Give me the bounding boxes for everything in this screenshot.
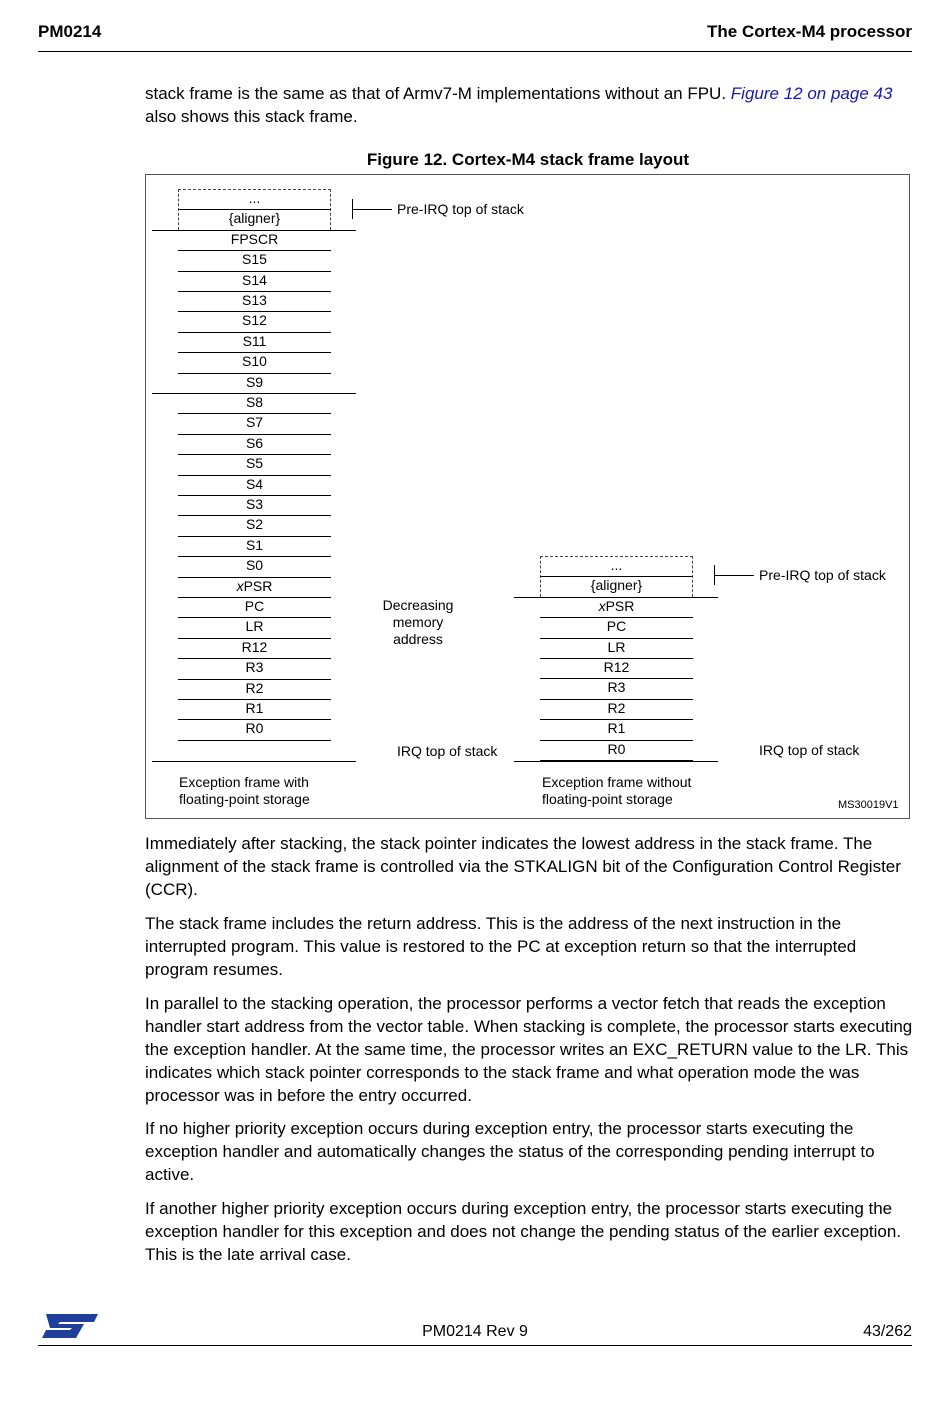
pre-irq-pointer-right (714, 575, 754, 576)
decreasing-line-2: memory (392, 614, 444, 630)
intro-text-after: also shows this stack frame. (145, 107, 358, 126)
right-cell-divider (540, 719, 693, 720)
left-cell (178, 271, 331, 291)
left-cell-label: S13 (242, 292, 267, 308)
left-cell-label: S2 (245, 516, 264, 533)
left-irq-boundary (152, 761, 356, 762)
left-cell-label: S9 (245, 373, 264, 390)
body-paragraph-4: If no higher priority exception occurs during exception entry, the processor starts executing the exception handler and automatically changes the status of the corresponding pending interrupt to active. (145, 1119, 875, 1184)
left-cell-divider (178, 740, 331, 741)
body-paragraph-3: In parallel to the stacking operation, the processor performs a vector fetch that reads the exception handler start address from the vector table. When stacking is complete, the processor starts executing the exception handler. At the same time, the processor writes an EXC_RETURN value to the LR. This indicates which stack pointer corresponds to the stack frame and what operation mode the was processor was in before the entry occurred. (145, 994, 913, 1105)
right-frame-caption (542, 774, 691, 808)
right-cell-label: R3 (607, 679, 626, 696)
intro-text: stack frame is the same as that of Armv7-M implementations without an FPU. (145, 84, 731, 103)
left-cell (178, 352, 331, 372)
right-cell-divider (540, 638, 693, 639)
left-cell-label: R12 (241, 638, 268, 655)
left-cell-divider (178, 271, 331, 272)
pre-irq-label-left: Pre-IRQ top of stack (397, 201, 524, 217)
header-doc-id: PM0214 (38, 22, 102, 41)
left-cell-label: R2 (245, 679, 264, 696)
left-cell (178, 699, 331, 719)
left-cell-label: S7 (245, 414, 264, 431)
left-cell-divider (178, 719, 331, 720)
left-cell-divider (178, 434, 331, 435)
left-cell-divider (178, 475, 331, 476)
right-cell (540, 719, 693, 739)
stack-frame-figure (145, 174, 910, 819)
xpsr-suffix: PSR (243, 577, 273, 594)
left-cell-divider (178, 209, 331, 210)
right-cell (540, 740, 693, 760)
left-cell-divider (178, 658, 331, 659)
header-rule (38, 51, 912, 52)
figure-code: MS30019V1 (838, 799, 899, 811)
right-cell-label: R0 (607, 740, 626, 757)
left-cell (178, 536, 331, 556)
left-cell-label: S15 (242, 251, 267, 268)
right-cell-divider (540, 617, 693, 618)
left-cell-divider (178, 352, 331, 353)
body-paragraph-5: If another higher priority exception occurs during exception entry, the processor starts executing the exception handler for this exception and does not change the pending status of the earlier exception. This is the late arrival case. (145, 1199, 902, 1264)
left-cell-label: FPSCR (230, 230, 279, 247)
left-cell-label: PC (244, 598, 265, 614)
left-cell (178, 495, 331, 515)
left-cell (178, 250, 331, 270)
xpsr-suffix: PSR (605, 597, 635, 614)
left-caption-line-2: floating-point storage (179, 791, 310, 807)
left-cell-divider (178, 638, 331, 639)
left-cell-divider (178, 373, 331, 374)
left-cell-label: S6 (245, 434, 264, 451)
figure-title: Figure 12. Cortex-M4 stack frame layout (366, 150, 690, 169)
left-cell (178, 332, 331, 352)
left-cell-label: S3 (245, 496, 264, 512)
xpsr-italic-prefix: x (598, 597, 606, 614)
right-cell (540, 678, 693, 698)
left-cell-label: ... (248, 190, 261, 206)
left-cell (178, 373, 331, 393)
left-cell (178, 515, 331, 535)
left-cell-label: {aligner} (228, 210, 281, 227)
left-fp-boundary (152, 393, 356, 394)
left-cell (178, 393, 331, 413)
left-cell (178, 617, 331, 637)
body-paragraph-1: Immediately after stacking, the stack pointer indicates the lowest address in the stack frame. The alignment of the stack frame is controlled via the STKALIGN bit of the Configuration Control Register (CCR). (145, 834, 901, 899)
left-cell-label: R0 (245, 720, 264, 737)
right-cell-label: R1 (607, 720, 626, 737)
footer-rule (38, 1345, 912, 1346)
right-cell (540, 617, 693, 637)
left-cell-label: S11 (242, 332, 267, 349)
left-cell (178, 577, 331, 597)
left-cell-label: S10 (242, 353, 267, 370)
left-caption-line-1: Exception frame with (179, 774, 309, 790)
pre-irq-pointer-left (352, 209, 392, 210)
left-cell-label: R1 (245, 700, 264, 716)
right-cell-divider (540, 740, 693, 741)
right-cell-divider (540, 658, 693, 659)
right-cell (540, 699, 693, 719)
right-cell (540, 658, 693, 678)
left-cell (178, 230, 331, 250)
left-cell (178, 658, 331, 678)
left-cell-divider (178, 679, 331, 680)
left-cell (178, 556, 331, 576)
left-cell-divider (178, 597, 331, 598)
decreasing-memory-address-label (358, 597, 478, 648)
left-cell-divider (178, 413, 331, 414)
left-cell-divider (178, 617, 331, 618)
right-irq-boundary (514, 761, 718, 762)
left-cell-divider (178, 699, 331, 700)
right-cell-label: PC (606, 618, 627, 635)
left-cell-label: R3 (245, 659, 264, 676)
left-cell-label: S8 (245, 394, 264, 410)
left-cell-divider (178, 556, 331, 557)
left-cell-label: S4 (245, 475, 264, 492)
decreasing-line-3: address (393, 631, 443, 647)
header-section-title: The Cortex-M4 processor (707, 22, 912, 41)
irq-top-label-right: IRQ top of stack (759, 742, 860, 758)
left-cell-divider (178, 577, 331, 578)
right-cell-label: R2 (607, 699, 626, 716)
intro-paragraph (145, 82, 915, 128)
right-caption-line-2: floating-point storage (542, 791, 673, 807)
right-pre-irq-boundary (514, 597, 718, 598)
left-cell-label: S14 (242, 271, 267, 288)
footer-doc-rev: PM0214 Rev 9 (422, 1323, 528, 1340)
right-cell (540, 638, 693, 658)
left-cell-divider (178, 536, 331, 537)
left-cell-label (178, 577, 331, 596)
right-cell-divider (540, 699, 693, 700)
right-cell-label (540, 597, 693, 616)
left-cell (178, 475, 331, 495)
body-paragraph-2: The stack frame includes the return address. This is the address of the next instruction in the interrupted program. This value is restored to the PC at exception return so that the interrupted program resumes. (145, 914, 857, 979)
decreasing-line-1: Decreasing (382, 597, 454, 613)
right-cell-label: R12 (603, 659, 630, 675)
left-cell-divider (178, 291, 331, 292)
right-cell-label: ... (610, 557, 623, 573)
irq-top-label-left: IRQ top of stack (397, 743, 498, 759)
left-cell (178, 291, 331, 311)
left-cell-divider (178, 495, 331, 496)
right-cell-divider (540, 576, 693, 577)
left-cell-divider (178, 311, 331, 312)
right-caption-line-1: Exception frame without (542, 774, 692, 790)
left-cell-label: S5 (245, 455, 264, 472)
left-cell (178, 413, 331, 433)
left-cell (178, 454, 331, 474)
left-cell (178, 719, 331, 739)
figure-link[interactable]: Figure 12 on page 43 (730, 84, 893, 103)
left-cell-divider (178, 250, 331, 251)
left-cell (178, 434, 331, 454)
left-cell (178, 679, 331, 699)
left-cell-divider (178, 332, 331, 333)
left-cell-label: LR (245, 618, 264, 635)
left-cell (178, 638, 331, 658)
left-cell (178, 597, 331, 617)
footer-page-number: 43/262 (863, 1323, 912, 1340)
left-cell-label: S12 (242, 312, 267, 329)
left-cell (178, 311, 331, 331)
left-frame-caption (179, 774, 310, 808)
right-cell-divider (540, 678, 693, 679)
pre-irq-label-right: Pre-IRQ top of stack (759, 567, 886, 583)
left-cell-divider (178, 454, 331, 455)
right-cell (540, 597, 693, 617)
left-cell-label: S1 (245, 536, 264, 553)
left-pre-irq-boundary (152, 230, 356, 231)
left-cell-divider (178, 515, 331, 516)
right-cell-label: LR (607, 638, 626, 655)
right-cell-label: {aligner} (590, 577, 643, 594)
xpsr-italic-prefix: x (236, 577, 244, 594)
left-cell-label: S0 (245, 557, 264, 574)
